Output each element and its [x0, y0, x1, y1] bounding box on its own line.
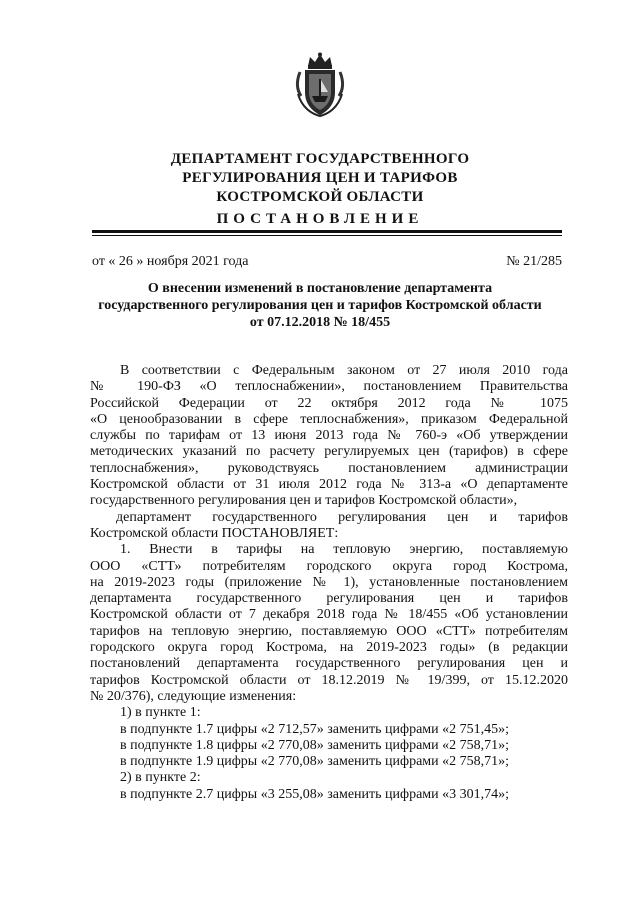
body-line: департамент государственного регулирования цен и тарифов — [116, 509, 568, 525]
department-line: РЕГУЛИРОВАНИЯ ЦЕН И ТАРИФОВ — [182, 170, 458, 186]
body-line: городского округа город Кострома, на 2019-2023 годы» (в редакции — [90, 640, 568, 656]
body-line: «О ценообразовании в сфере теплоснабжения», приказом Федеральной — [90, 411, 568, 427]
body-line: тарифов Костромской области от 18.12.2019 № 19/399, от 15.12.2020 — [90, 672, 568, 688]
body-line: Костромской области ПОСТАНОВЛЯЕТ: — [90, 525, 339, 541]
body-line: службы по тарифам от 13 июня 2013 года № 760-э «Об утверждении — [90, 428, 568, 444]
document-number: № 21/285 — [506, 254, 562, 269]
body-line: В соответствии с Федеральным законом от 27 июля 2010 года — [120, 363, 568, 378]
body-line: методических указаний по расчету регулируемых цен (тарифов) в сфере — [90, 444, 568, 460]
body-line: 1) в пункте 1: — [120, 705, 201, 721]
department-line: ДЕПАРТАМЕНТ ГОСУДАРСТВЕННОГО — [170, 151, 470, 167]
date-line — [92, 254, 562, 270]
body-line: Костромской области от 31 июля 2012 года № 313-а «О департаменте — [90, 477, 568, 493]
body-line: в подпункте 1.9 цифры «2 770,08» заменить цифрами «2 758,71»; — [120, 754, 510, 770]
document-body — [90, 363, 568, 803]
header-divider — [92, 230, 562, 233]
subject-line: от 07.12.2018 № 18/455 — [249, 315, 391, 330]
department-name — [0, 150, 640, 207]
body-line: 1. Внести в тарифы на тепловую энергию, поставляемую — [120, 542, 568, 558]
header-divider-thin — [92, 235, 562, 236]
body-line: № 190-ФЗ «О теплоснабжении», постановлением Правительства — [90, 379, 568, 395]
body-line: Российской Федерации от 22 октября 2012 года № 1075 — [90, 395, 568, 411]
body-line: 2) в пункте 2: — [120, 770, 201, 786]
body-line: на 2019-2023 годы (приложение № 1), установленные постановлением — [90, 574, 568, 590]
body-line: в подпункте 2.7 цифры «3 255,08» заменить цифрами «3 301,74»; — [120, 786, 510, 802]
coat-of-arms-icon — [292, 52, 348, 118]
body-line: теплоснабжения», руководствуясь постановлением администрации — [90, 460, 568, 476]
body-line: государственного регулирования цен и тарифов Костромской области», — [90, 493, 518, 509]
body-line: № 20/376), следующие изменения: — [90, 688, 297, 704]
body-line: тарифов на тепловую энергию, поставляемую ООО «СТТ» потребителям — [90, 623, 568, 639]
body-line: Костромской области от 7 декабря 2018 года № 18/455 «Об установлении — [90, 607, 568, 623]
body-line: постановлений департамента государственного регулирования цен и — [90, 656, 568, 672]
document-date: от « 26 » ноября 2021 года — [92, 254, 249, 269]
document-type: ПОСТАНОВЛЕНИЕ — [216, 211, 424, 227]
document-subject — [0, 280, 640, 331]
subject-line: О внесении изменений в постановление департамента — [147, 281, 493, 296]
subject-line: государственного регулирования цен и тарифов Костромской области — [98, 298, 542, 313]
body-line: ООО «СТТ» потребителям городского округа город Кострома, — [90, 558, 568, 574]
body-line: департамента государственного регулирования цен и тарифов — [90, 591, 568, 607]
body-line: в подпункте 1.7 цифры «2 712,57» заменить цифрами «2 751,45»; — [120, 721, 510, 737]
body-line: в подпункте 1.8 цифры «2 770,08» заменить цифрами «2 758,71»; — [120, 737, 510, 753]
department-line: КОСТРОМСКОЙ ОБЛАСТИ — [216, 189, 424, 205]
